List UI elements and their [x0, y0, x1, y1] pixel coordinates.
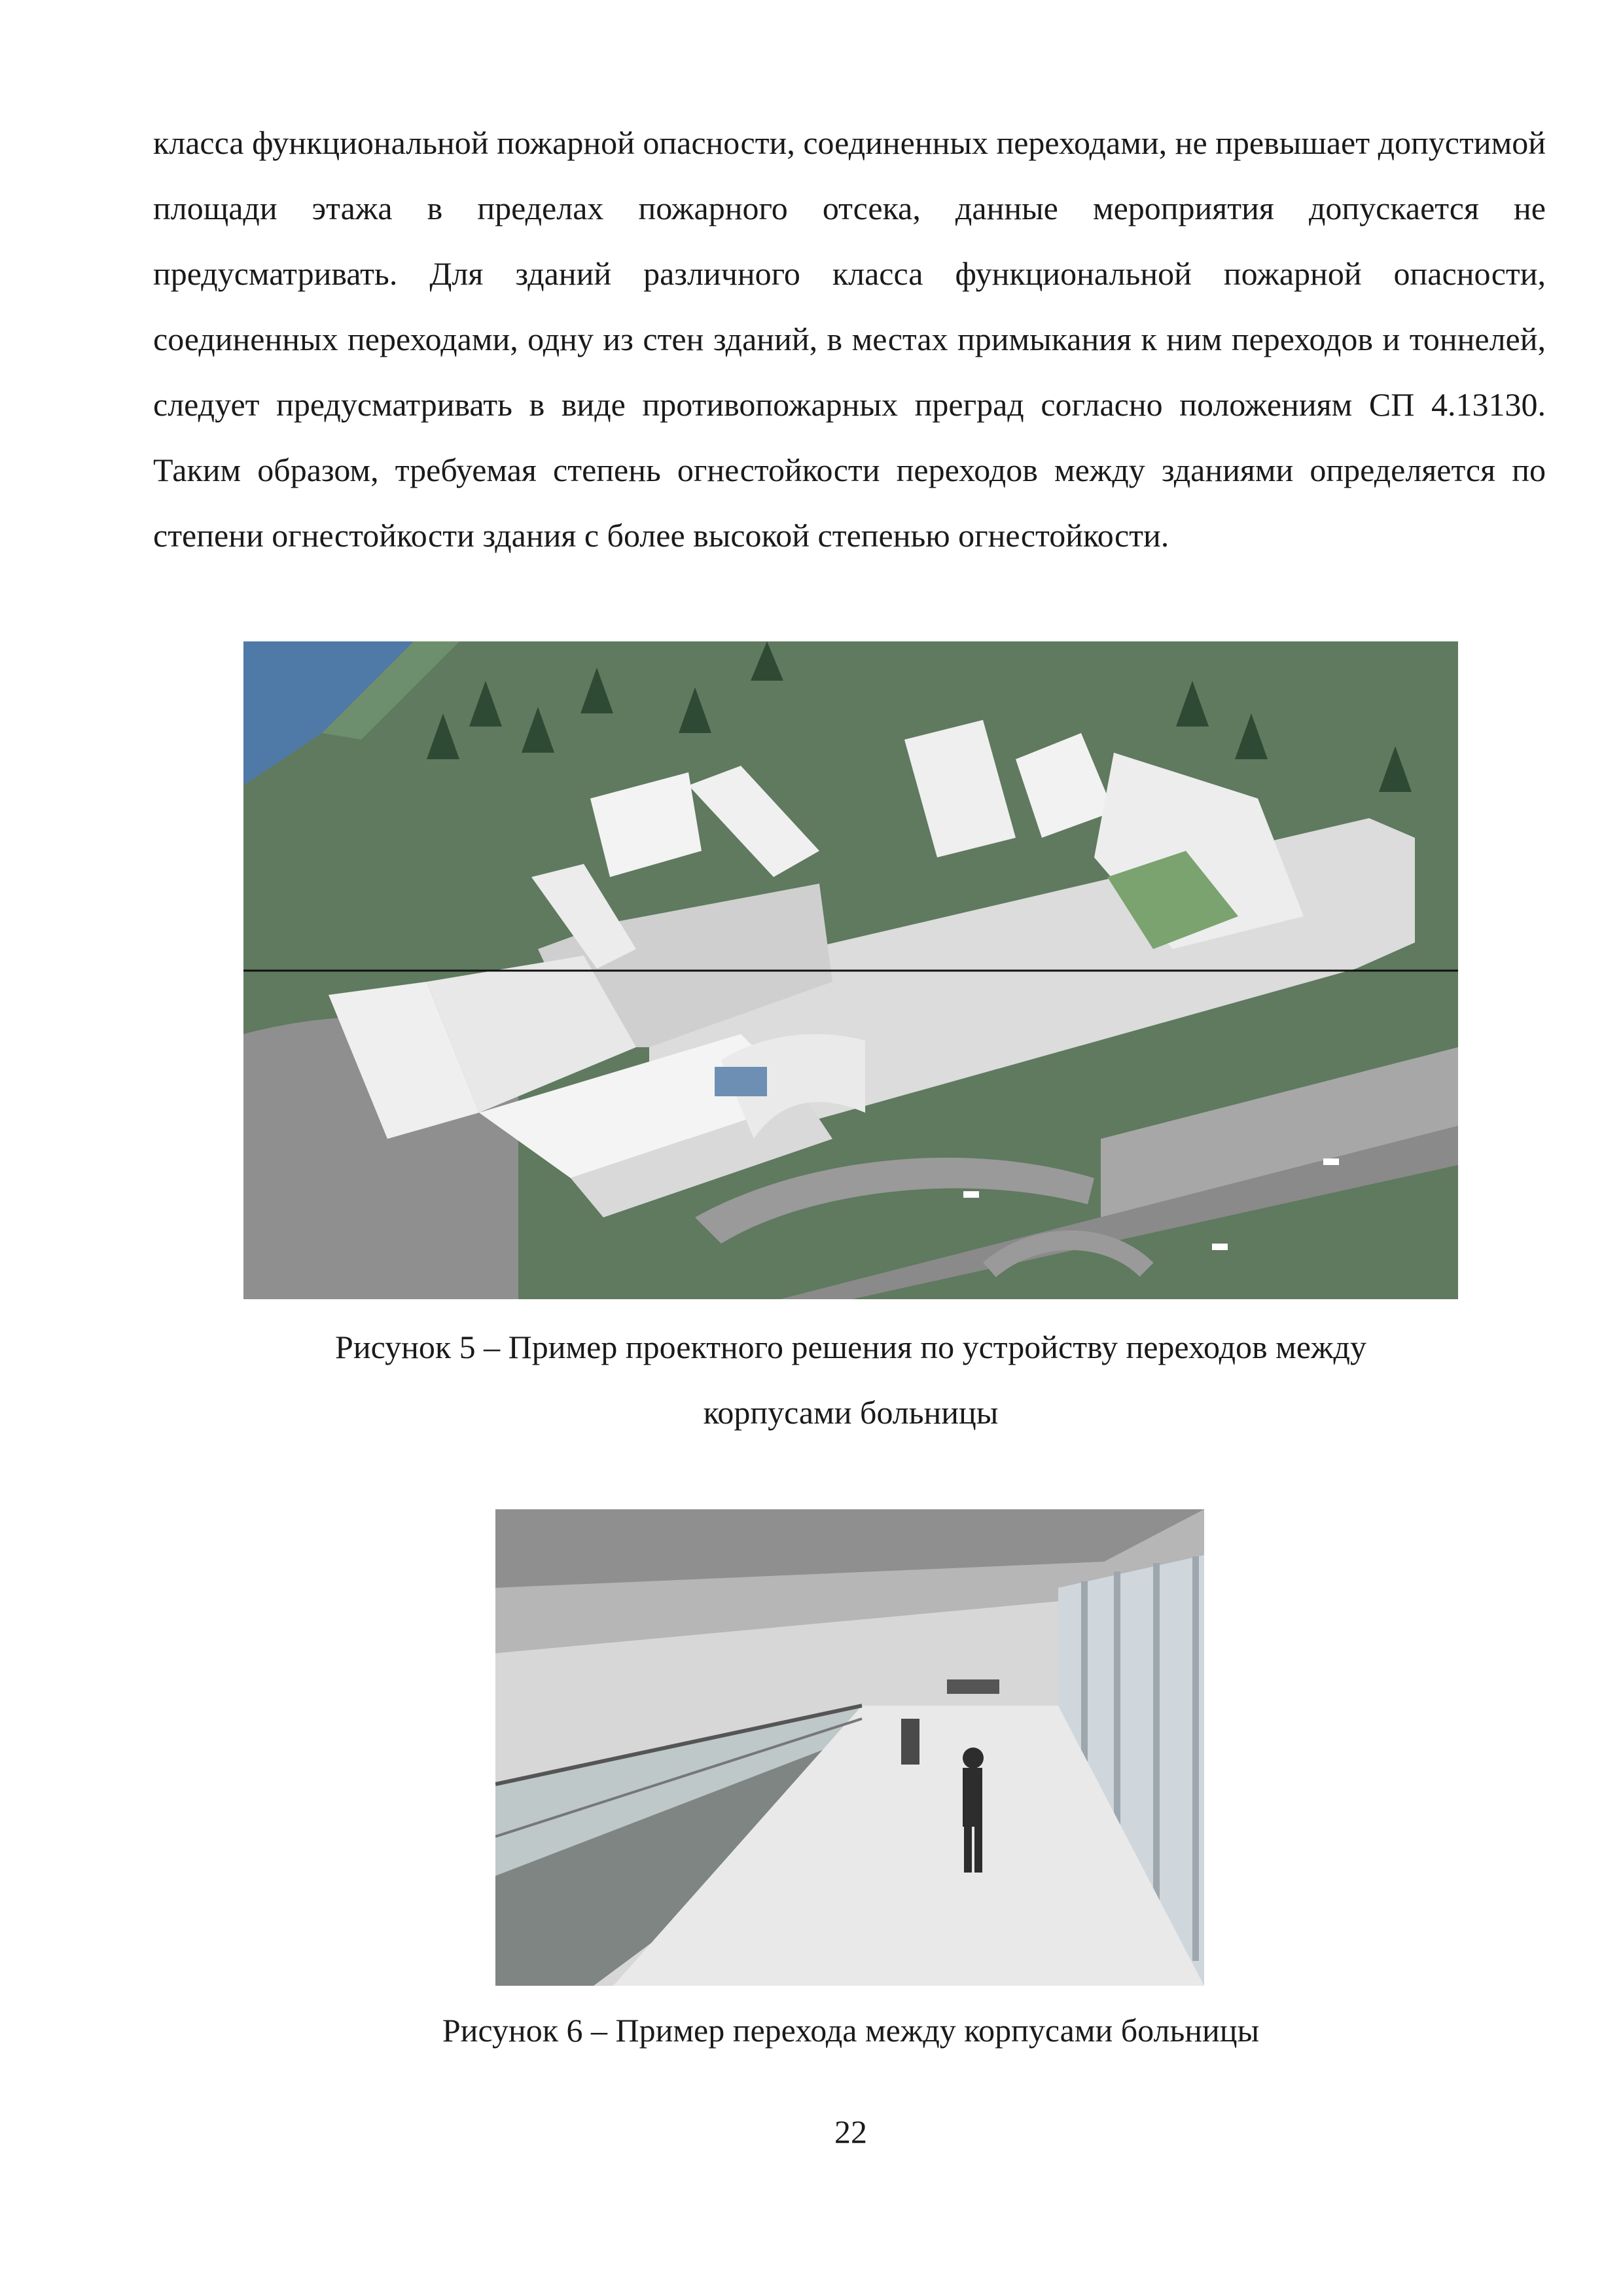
figure-hospital-aerial-render	[243, 641, 1458, 1299]
figure-5-caption-line-1: Рисунок 5 – Пример проектного решения по устройству переходов между	[335, 1329, 1366, 1365]
figure-5-caption	[196, 1314, 1505, 1445]
figure-hospital-corridor-photo	[495, 1509, 1204, 1986]
body-paragraph: класса функциональной пожарной опасности, соединенных переходами, не превышает допустимой площади этажа в пределах пожарного отсека, данные мероприятия допускается не предусматривать. Для зданий различного класса функциональной пожарной опасности, соединенных переходами, одну из стен зданий, в местах примыкания к ним переходов и тоннелей, следует предусматривать в виде противопожарных преград согласно положениям СП 4.13130. Таким образом, требуемая степень огнестойкости переходов между зданиями определяется по степени огнестойкости здания с более высокой степенью огнестойкости.	[153, 124, 1546, 554]
figure-5-caption-line-2: корпусами больницы	[703, 1394, 999, 1431]
figure-6-caption: Рисунок 6 – Пример перехода между корпусами больницы	[442, 2012, 1260, 2049]
hospital-aerial-illustration	[243, 641, 1458, 1299]
page-number: 22	[834, 2113, 867, 2150]
corridor-illustration	[495, 1509, 1204, 1986]
